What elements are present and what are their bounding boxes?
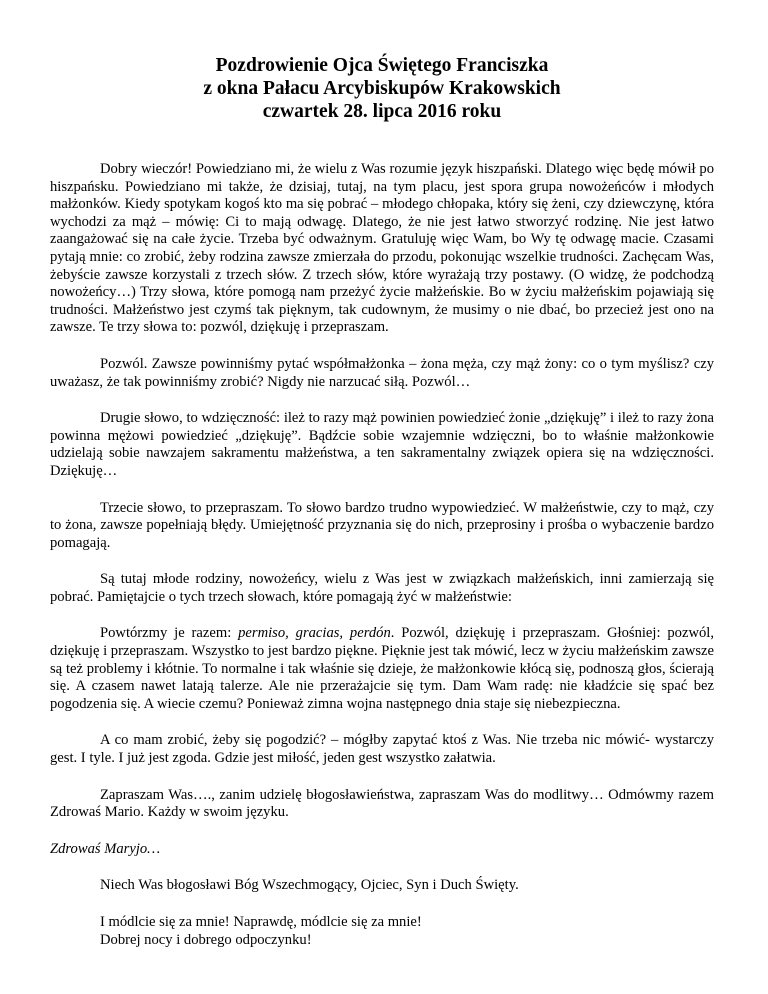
- hail-mary-text: Zdrowaś Maryjo…: [50, 840, 161, 857]
- paragraph-blessing: Niech Was błogosławi Bóg Wszechmogący, Ojciec, Syn i Duch Święty.: [100, 877, 519, 894]
- paragraph-repeat-together: [50, 625, 714, 713]
- paragraph-prayer-invite: Zapraszam Was…., zanim udzielę błogosławieństwa, zapraszam Was do modlitwy… Odmówmy razem Zdrowaś Mario. Każdy w swoim języku.: [50, 786, 714, 821]
- paragraph-reconcile: A co mam zrobić, żeby się pogodzić? – mógłby zapytać ktoś z Was. Nie trzeba nic mówić- wystarczy gest. I tyle. I już jest zgoda. Gdzie jest miłość, jeden gest wszystko załatwia.: [50, 732, 714, 767]
- title-line-1: Pozdrowienie Ojca Świętego Franciszka: [215, 55, 549, 76]
- repeat-intro: Powtórzmy je razem:: [100, 625, 239, 642]
- pray-for-me-line: I módlcie się za mnie! Naprawdę, módlcie się za mnie!: [100, 914, 422, 930]
- spanish-words: permiso, gracias, perdón: [238, 625, 391, 642]
- paragraph-greeting: Dobry wieczór! Powiedziano mi, że wielu z Was rozumie język hiszpański. Dlatego więc będę mówił po hiszpańsku. Powiedziano mi także, że dzisiaj, tutaj, na tym placu, jest spora grupa nowożeńców i młodych małżonków. Kiedy spotykam kogoś kto ma się pobrać – młodego chłopaka, który się żeni, czy dziewczynę, która wychodzi za mąż – mówię: Ci to mają odwagę. Dlatego, że nie jest łatwo stworzyć rodzinę. Nie jest łatwo zaangażować się na całe życie. Trzeba być odważnym. Gratuluję więc Wam, bo Wy tę odwagę macie. Czasami pytają mnie: co zrobić, żeby rodzina zawsze zmierzała do przodu, pokonując wszelkie trudności. Zachęcam Was, żebyście zawsze korzystali z trzech słów. Z trzech słów, które wyrażają trzy postawy. (O widzę, że podchodzą nowożeńcy…) Trzy słowa, które pomogą nam przeżyć życie małżeńskie. Bo w życiu małżeńskim pojawiają się trudności. Małżeństwo jest czymś tak pięknym, tak cudownym, że musimy o nie dbać, bo przecież jest ono na zawsze. Te trzy słowa to: pozwól, dziękuję i przepraszam.: [50, 161, 714, 336]
- good-night-line: Dobrej nocy i dobrego odpoczynku!: [100, 931, 312, 948]
- repeat-rest: . Pozwól, dziękuję i przepraszam. Głośniej: pozwól, dziękuję i przepraszam. Wszystko to jest bardzo piękne. Pięknie jest tak mówić, lecz w życiu małżeńskim zawsze są też problemy i kłótnie. To normalne i tak właśnie się dzieje, że małżonkowie kłócą się, podnoszą głos, ścierają się. A czasem nawet latają talerze. Ale nie przerażajcie się tym. Dam Wam radę: nie kładźcie się spać bez pogodzenia się. A wiecie czemu? Ponieważ zimna wojna następnego dnia staje się niebezpieczna.: [50, 625, 714, 712]
- paragraph-pray-for-me: [50, 914, 714, 949]
- document-title: [50, 54, 714, 123]
- title-line-2: z okna Pałacu Arcybiskupów Krakowskich: [203, 78, 561, 99]
- document-page: [50, 54, 714, 949]
- paragraph-dziekuje: Drugie słowo, to wdzięczność: ileż to razy mąż powinien powiedzieć żonie „dziękuję” i ileż to razy żona powinna mężowi powiedzieć „dziękuję”. Bądźcie sobie wzajemnie wdzięczni, bo to właśnie małżonkowie udzielają sobie nawzajem sakramentu małżeństwa, a ten sakramentalny związek opiera się na wdzięczności. Dziękuję…: [50, 410, 714, 479]
- paragraph-przepraszam: Trzecie słowo, to przepraszam. To słowo bardzo trudno wypowiedzieć. W małżeństwie, czy to mąż, czy to żona, zawsze popełniają błędy. Umiejętność przyznania się do nich, przeprosiny i prośba o wybaczenie bardzo pomagają.: [50, 499, 714, 551]
- paragraph-hail-mary: [50, 841, 714, 859]
- paragraph-young-families: Są tutaj młode rodziny, nowożeńcy, wielu z Was jest w związkach małżeńskich, inni zamierzają się pobrać. Pamiętajcie o tych trzech słowach, które pomagają żyć w małżeństwie:: [50, 571, 714, 605]
- paragraph-pozwol: Pozwól. Zawsze powinniśmy pytać współmałżonka – żona męża, czy mąż żony: co o tym myślisz? czy uważasz, że tak powinniśmy zrobić? Nigdy nie narzucać siłą. Pozwól…: [50, 355, 714, 390]
- title-line-3: czwartek 28. lipca 2016 roku: [262, 101, 502, 122]
